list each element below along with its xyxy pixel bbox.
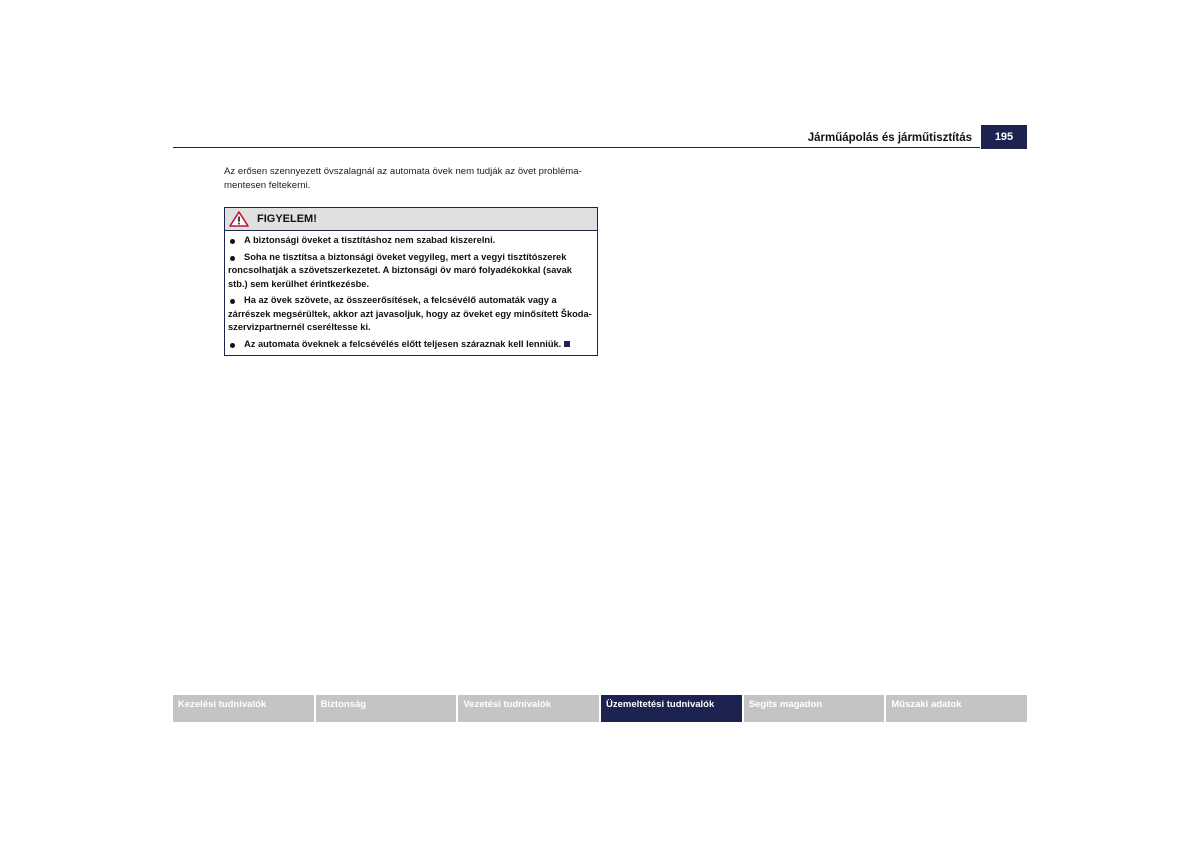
tab-uzemeltetesi-tudnivalok[interactable]: Üzemeltetési tudnivalók xyxy=(601,695,742,722)
warning-triangle-icon xyxy=(229,211,249,227)
intro-line: Az erősen szennyezett övszalagnál az automata övek nem tudják az övet probléma- xyxy=(224,166,582,177)
intro-line: mentesen feltekerni. xyxy=(224,180,311,191)
warning-item-text: Az automata öveknek a felcsévélés előtt teljesen száraznak kell lenniük. xyxy=(244,338,562,349)
end-of-section-icon xyxy=(564,341,570,347)
page-number: 195 xyxy=(981,125,1027,149)
bullet-icon xyxy=(230,239,235,244)
warning-item xyxy=(228,251,593,292)
tab-kezelesi-tudnivalok[interactable]: Kezelési tudnivalók xyxy=(173,695,314,722)
page-title: Járműápolás és járműtisztítás xyxy=(807,132,972,144)
warning-item xyxy=(228,294,593,335)
warning-item xyxy=(228,234,593,248)
tab-vezetesi-tudnivalok[interactable]: Vezetési tudnivalók xyxy=(458,695,599,722)
intro-paragraph xyxy=(224,165,604,193)
warning-title: FIGYELEM! xyxy=(257,213,317,225)
tab-biztonsag[interactable]: Biztonság xyxy=(316,695,457,722)
bullet-icon xyxy=(230,299,235,304)
warning-item-text: Ha az övek szövete, az összeerősítések, a felcsévélő automaták vagy a zárrészek megsérültek, akkor azt javasoljuk, hogy az öveket egy minősített Škoda-szervizpartnernél cseréltesse ki. xyxy=(228,295,592,332)
warning-item xyxy=(228,338,593,352)
tab-muszaki-adatok[interactable]: Műszaki adatok xyxy=(886,695,1027,722)
bullet-icon xyxy=(230,256,235,261)
warning-item-text: A biztonsági öveket a tisztításhoz nem szabad kiszerelni. xyxy=(244,235,496,245)
bullet-icon xyxy=(230,343,235,348)
warning-list xyxy=(225,231,597,355)
warning-header xyxy=(225,208,597,231)
header-rule xyxy=(173,147,980,148)
section-tabs xyxy=(173,695,1027,722)
tab-segits-magadon[interactable]: Segíts magadon xyxy=(744,695,885,722)
warning-item-text: Soha ne tisztítsa a biztonsági öveket vegyileg, mert a vegyi tisztítószerek roncsolhatják a szövetszerkezetet. A biztonsági öv maró folyadékokkal (savak stb.) sem kerülhet érintkezésbe. xyxy=(228,251,572,289)
warning-box xyxy=(224,207,598,356)
